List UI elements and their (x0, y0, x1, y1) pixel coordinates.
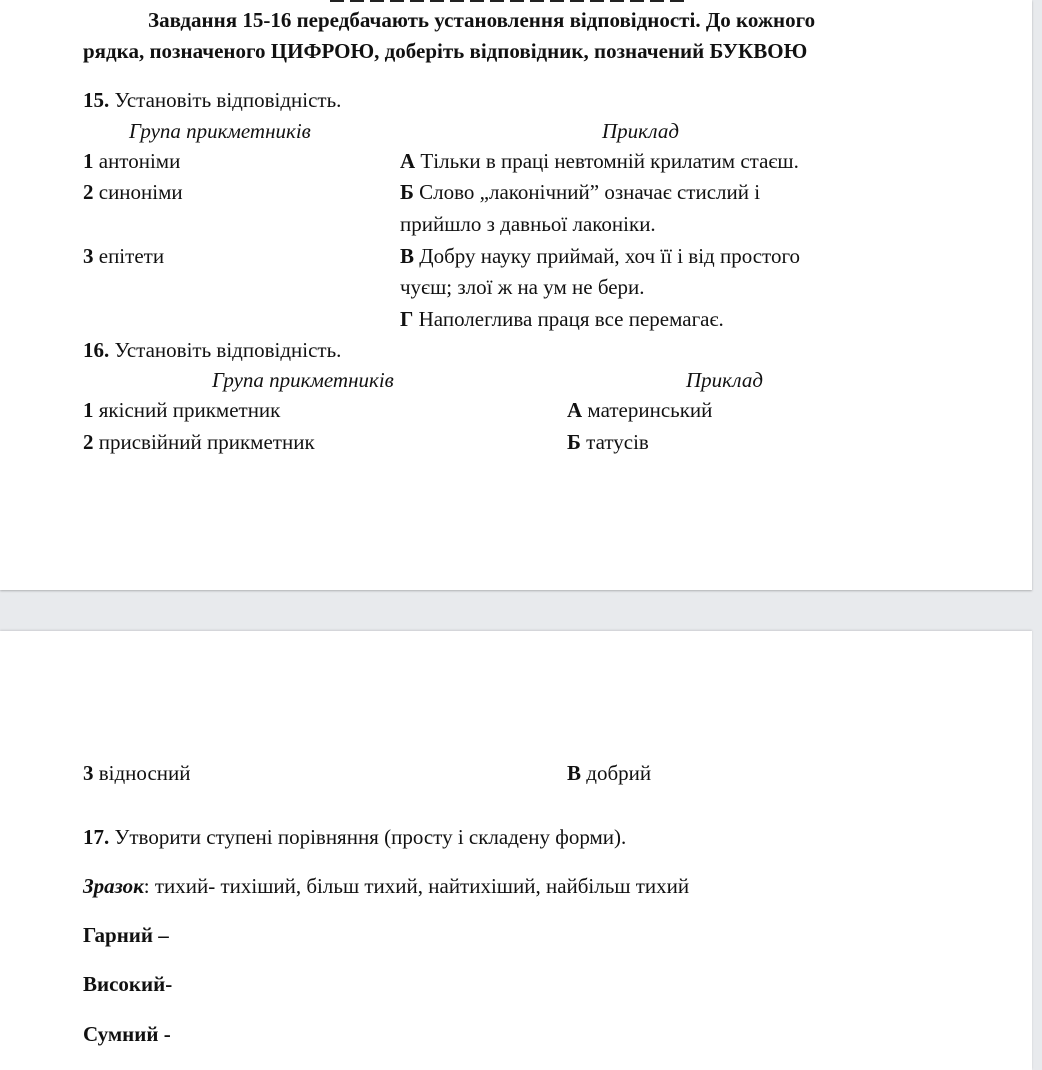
item-text: присвійний прикметник (93, 430, 315, 454)
item-letter: А (567, 398, 583, 422)
task-16-left-item (83, 430, 315, 454)
sample-label: Зразок (83, 874, 144, 898)
task-15-right-item (400, 307, 724, 331)
instructions-line-1: Завдання 15-16 передбачають установлення відповідності. До кожного (148, 8, 816, 32)
task-17-word: Гарний – (83, 923, 169, 947)
task-16-title: Установіть відповідність. (114, 338, 342, 362)
document-page-2 (0, 631, 1032, 1070)
task-15-right-item-continuation: чуєш; злої ж на ум не бери. (400, 275, 645, 299)
instructions-line-2: рядка, позначеного ЦИФРОЮ, доберіть відповідник, позначений БУКВОЮ (83, 39, 808, 63)
task-15-left-item (83, 149, 180, 173)
item-text: Слово „лаконічний” означає стислий і (413, 180, 761, 204)
cropped-text-line (330, 0, 750, 4)
task-17-word: Сумний - (83, 1022, 171, 1046)
item-text: Тільки в праці невтомній крилатим стаєш. (415, 149, 799, 173)
task-15-right-item (400, 180, 760, 204)
item-number: 3 (83, 244, 94, 268)
item-text: якісний прикметник (93, 398, 281, 422)
item-number: 3 (83, 761, 94, 785)
task-17-number: 17. (83, 825, 110, 849)
item-number: 2 (83, 430, 94, 454)
item-number: 1 (83, 398, 94, 422)
item-letter: А (400, 149, 416, 173)
task-16-col-left-header: Група прикметників (212, 368, 394, 392)
task-16-right-item (567, 761, 651, 785)
task-17-title: Утворити ступені порівняння (просту і складену форми). (114, 825, 627, 849)
task-17-sample (83, 874, 689, 898)
task-16-heading (83, 338, 341, 362)
item-text: відносний (93, 761, 191, 785)
task-15-heading (83, 88, 341, 112)
task-15-left-item (83, 180, 183, 204)
task-16-left-item (83, 398, 280, 422)
task-15-right-item-continuation: прийшло з давньої лаконіки. (400, 212, 656, 236)
task-15-right-item (400, 149, 799, 173)
task-17-heading (83, 825, 626, 849)
task-15-col-left-header: Група прикметників (129, 119, 311, 143)
item-text: антоніми (93, 149, 181, 173)
task-15-left-item (83, 244, 164, 268)
task-16-number: 16. (83, 338, 110, 362)
task-16-col-right-header: Приклад (686, 368, 763, 392)
item-letter: Б (400, 180, 414, 204)
item-text: епітети (93, 244, 165, 268)
item-letter: Б (567, 430, 581, 454)
task-15-right-item (400, 244, 800, 268)
item-number: 2 (83, 180, 94, 204)
task-15-title: Установіть відповідність. (114, 88, 342, 112)
task-16-right-item (567, 398, 712, 422)
item-text: синоніми (93, 180, 183, 204)
task-17-word: Високий- (83, 972, 173, 996)
item-text: материнський (582, 398, 713, 422)
task-15-number: 15. (83, 88, 110, 112)
task-15-col-right-header: Приклад (602, 119, 679, 143)
sample-text: : тихий- тихіший, більш тихий, найтихіший, найбільш тихий (143, 874, 690, 898)
item-letter: В (567, 761, 582, 785)
item-text: Добру науку приймай, хоч її і від простого (414, 244, 801, 268)
task-16-right-item (567, 430, 649, 454)
item-number: 1 (83, 149, 94, 173)
item-letter: В (400, 244, 415, 268)
item-letter: Г (400, 307, 414, 331)
item-text: татусів (580, 430, 649, 454)
item-text: добрий (581, 761, 652, 785)
task-16-left-item (83, 761, 190, 785)
item-text: Наполеглива праця все перемагає. (413, 307, 724, 331)
